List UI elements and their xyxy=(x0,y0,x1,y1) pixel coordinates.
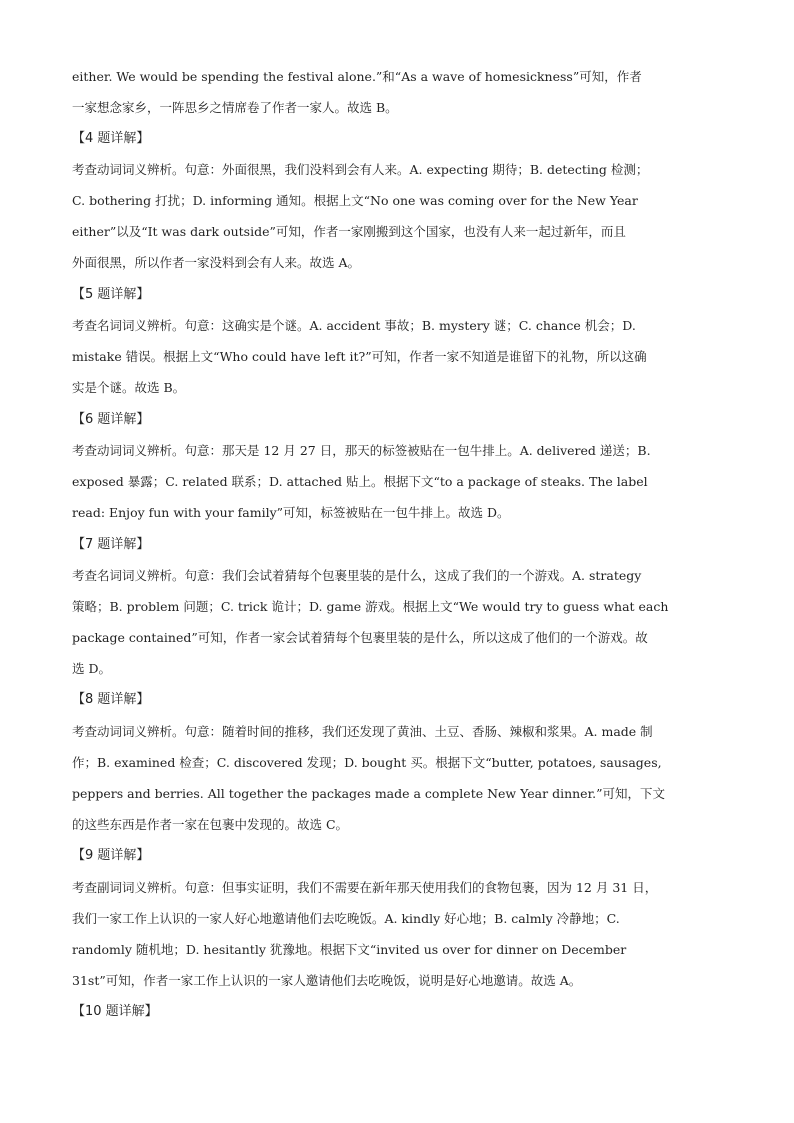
text-line: 作；B. examined 检查；C. discovered 发现；D. bought 买。根据下文“butter, potatoes, sausages, xyxy=(72,755,662,770)
text-line: peppers and berries. All together the packages made a complete New Year dinner.”可知，下文 xyxy=(72,786,666,801)
section-heading: 【4 题详解】 xyxy=(72,131,150,146)
text-line: 我们一家工作上认识的一家人好心地邀请他们去吃晚饭。A. kindly 好心地；B. calmly 冷静地；C. xyxy=(72,911,620,926)
text-line: 考查副词词义辨析。句意：但事实证明，我们不需要在新年那天使用我们的食物包裹，因为 12 月 31 日， xyxy=(72,880,658,895)
section-heading: 【6 题详解】 xyxy=(72,412,150,427)
text-line: 的这些东西是作者一家在包裹中发现的。故选 C。 xyxy=(72,817,349,832)
text-line: 选 D。 xyxy=(72,661,111,676)
text-line: read: Enjoy fun with your family”可知，标签被贴在一包牛排上。故选 D。 xyxy=(72,505,510,520)
text-line: 考查动词词义辨析。句意：外面很黑，我们没料到会有人来。A. expecting 期待；B. detecting 检测； xyxy=(72,162,649,177)
text-line: either”以及“It was dark outside”可知，作者一家刚搬到这个国家，也没有人来一起过新年，而且 xyxy=(72,224,626,239)
text-line: mistake 错误。根据上文“Who could have left it?”可知，作者一家不知道是谁留下的礼物，所以这确 xyxy=(72,349,647,364)
text-line: C. bothering 打扰；D. informing 通知。根据上文“No one was coming over for the New Year xyxy=(72,193,638,208)
text-line: 考查动词词义辨析。句意：随着时间的推移，我们还发现了黄油、土豆、香肠、辣椒和浆果。A. made 制 xyxy=(72,724,653,739)
text-line: 考查动词词义辨析。句意：那天是 12 月 27 日，那天的标签被贴在一包牛排上。A. delivered 递送；B. xyxy=(72,443,651,458)
text-line: exposed 暴露；C. related 联系；D. attached 贴上。根据下文“to a package of steaks. The label xyxy=(72,474,648,489)
text-line: randomly 随机地；D. hesitantly 犹豫地。根据下文“invited us over for dinner on December xyxy=(72,942,627,957)
text-line: 31st”可知，作者一家工作上认识的一家人邀请他们去吃晚饭，说明是好心地邀请。故选 A。 xyxy=(72,973,582,988)
text-line: 考查名词词义辨析。句意：我们会试着猜每个包裹里装的是什么，这成了我们的一个游戏。A. strategy xyxy=(72,568,642,583)
text-line: 考查名词词义辨析。句意：这确实是个谜。A. accident 事故；B. mystery 谜；C. chance 机会；D. xyxy=(72,318,636,333)
section-heading: 【9 题详解】 xyxy=(72,848,150,863)
text-line: package contained”可知，作者一家会试着猜每个包裹里装的是什么，所以这成了他们的一个游戏。故 xyxy=(72,630,648,645)
text-line: 实是个谜。故选 B。 xyxy=(72,380,186,395)
text-line: 一家想念家乡，一阵思乡之情席卷了作者一家人。故选 B。 xyxy=(72,100,398,115)
section-heading: 【7 题详解】 xyxy=(72,537,150,552)
section-heading: 【8 题详解】 xyxy=(72,692,150,707)
text-line: either. We would be spending the festival alone.”和“As a wave of homesickness”可知，作者 xyxy=(72,69,642,84)
section-heading: 【5 题详解】 xyxy=(72,287,150,302)
text-line: 策略；B. problem 问题；C. trick 诡计；D. game 游戏。根据上文“We would try to guess what each xyxy=(72,599,669,614)
section-heading: 【10 题详解】 xyxy=(72,1004,158,1019)
text-line: 外面很黑，所以作者一家没料到会有人来。故选 A。 xyxy=(72,255,361,270)
